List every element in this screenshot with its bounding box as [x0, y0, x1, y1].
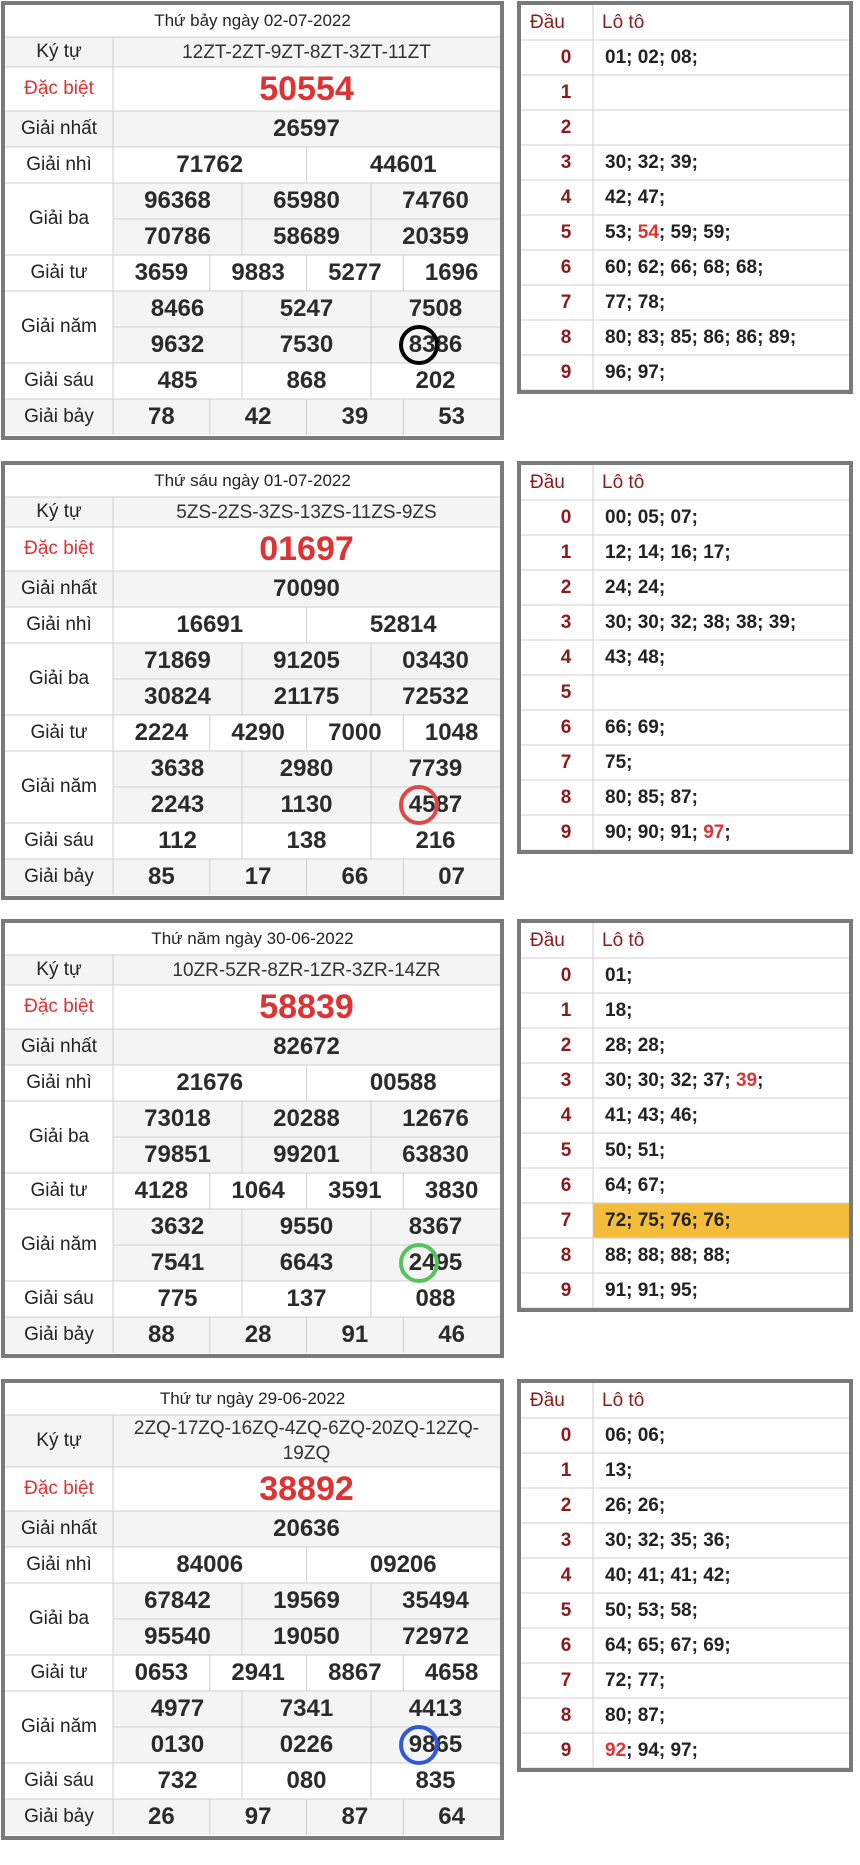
row-label-dac-biet: Đặc biệt — [24, 78, 94, 99]
draw-title: Thứ năm ngày 30-06-2022 — [151, 929, 354, 948]
loto-values — [605, 640, 850, 675]
loto-values — [605, 1098, 850, 1133]
loto-dau-digit: 2 — [560, 576, 572, 598]
seventh-prize-value: 78 — [148, 403, 175, 430]
loto-dau-digit: 9 — [560, 361, 572, 383]
loto-values — [605, 1133, 850, 1168]
second-prize-value: 52814 — [369, 611, 437, 638]
fourth-prize-value: 0653 — [134, 1659, 189, 1686]
row-label-giai-nhat: Giải nhất — [20, 118, 98, 139]
loto-values — [605, 958, 850, 993]
loto-special-number: 92 — [605, 1739, 627, 1761]
loto-values-part: 30; 32; 39; — [605, 151, 698, 173]
first-prize-value: 70090 — [273, 575, 340, 602]
special-prize-value: 38892 — [259, 1469, 354, 1508]
row-label-giai-nhi: Giải nhì — [26, 1554, 92, 1575]
loto-values-part: 30; 32; 35; 36; — [605, 1529, 731, 1551]
loto-values-part: 42; 47; — [605, 186, 666, 208]
row-label-giai-nhat: Giải nhất — [20, 1036, 98, 1057]
row-label-giai-bay: Giải bảy — [24, 406, 94, 427]
loto-dau-digit: 0 — [560, 1424, 572, 1446]
loto-values-part: 28; 28; — [605, 1034, 666, 1056]
loto-values-part: 64; 65; 67; 69; — [605, 1634, 731, 1656]
loto-values — [605, 1273, 850, 1308]
loto-head-loto: Lô tô — [602, 471, 645, 493]
seventh-prize-value: 07 — [438, 863, 465, 890]
fourth-prize-value: 7000 — [328, 719, 382, 746]
fifth-prize-value: 1130 — [280, 791, 333, 818]
loto-values-part: 96; 97; — [605, 361, 666, 383]
loto-dau-digit: 4 — [560, 646, 572, 668]
loto-dau-digit: 2 — [560, 116, 572, 138]
row-label-giai-sau: Giải sáu — [24, 370, 94, 391]
loto-values — [605, 993, 850, 1028]
loto-values — [605, 1733, 850, 1768]
loto-values — [605, 40, 850, 75]
third-prize-value: 19569 — [273, 1587, 340, 1614]
loto-dau-digit: 0 — [560, 506, 572, 528]
loto-special-number: 54 — [637, 221, 659, 243]
seventh-prize-value: 39 — [341, 403, 369, 430]
loto-values-part: 18; — [605, 999, 633, 1021]
loto-head-dau: Đầu — [530, 471, 565, 493]
loto-special-number: 39 — [735, 1069, 758, 1091]
fourth-prize-value: 4128 — [134, 1177, 189, 1204]
third-prize-value: 19050 — [273, 1623, 340, 1650]
sixth-prize-value: 775 — [157, 1285, 198, 1312]
loto-dau-digit: 6 — [560, 256, 572, 278]
seventh-prize-value: 66 — [341, 863, 369, 890]
loto-dau-digit: 3 — [560, 151, 572, 173]
seventh-prize-value: 91 — [341, 1321, 369, 1348]
fourth-prize-value: 3659 — [134, 259, 189, 286]
row-label-giai-bay: Giải bảy — [24, 1806, 94, 1827]
row-label-giai-ba: Giải ba — [28, 1126, 90, 1147]
loto-values-part: ; — [724, 821, 731, 843]
loto-values-part: 50; 53; 58; — [605, 1599, 698, 1621]
loto-values — [605, 500, 850, 535]
first-prize-value: 26597 — [273, 115, 340, 142]
loto-dau-digit: 7 — [560, 751, 572, 773]
loto-dau-digit: 5 — [560, 1599, 572, 1621]
loto-values — [605, 745, 850, 780]
loto-dau-digit: 8 — [560, 786, 572, 808]
loto-values — [605, 1203, 850, 1238]
row-label-giai-sau: Giải sáu — [24, 830, 94, 851]
row-label-ky-tu: Ký tự — [36, 41, 82, 62]
loto-values — [605, 1558, 850, 1593]
loto-values-part: 40; 41; 41; 42; — [605, 1564, 731, 1586]
second-prize-value: 21676 — [176, 1069, 244, 1096]
loto-values — [605, 1663, 850, 1698]
loto-values — [605, 285, 850, 320]
third-prize-value: 79851 — [144, 1141, 211, 1168]
loto-dau-digit: 7 — [560, 1209, 572, 1231]
loto-values — [605, 1028, 850, 1063]
loto-head-dau: Đầu — [530, 929, 565, 951]
loto-values-part: 66; 69; — [605, 716, 666, 738]
loto-values — [605, 710, 850, 745]
sixth-prize-value: 080 — [286, 1767, 327, 1794]
row-label-giai-tu: Giải tư — [30, 722, 88, 743]
loto-values — [605, 1418, 850, 1453]
sixth-prize-value: 868 — [286, 367, 327, 394]
fourth-prize-value: 1064 — [231, 1177, 285, 1204]
sixth-prize-value: 088 — [415, 1285, 456, 1312]
loto-dau-digit: 9 — [560, 821, 572, 843]
loto-head-loto: Lô tô — [602, 1389, 645, 1411]
third-prize-value: 21175 — [273, 683, 340, 710]
loto-values-part: ; 59; 59; — [658, 221, 731, 243]
ky-tu-value: 5ZS-2ZS-3ZS-13ZS-11ZS-9ZS — [176, 501, 437, 523]
third-prize-value: 72972 — [402, 1623, 469, 1650]
ky-tu-value: 12ZT-2ZT-9ZT-8ZT-3ZT-11ZT — [182, 41, 431, 63]
loto-values — [605, 145, 850, 180]
seventh-prize-value: 28 — [244, 1321, 272, 1348]
fifth-prize-value: 7541 — [150, 1249, 205, 1276]
loto-values-part: 01; — [605, 964, 633, 986]
third-prize-value: 71869 — [144, 647, 211, 674]
sixth-prize-value: 216 — [415, 827, 456, 854]
draw-title: Thứ sáu ngày 01-07-2022 — [154, 471, 351, 490]
loto-dau-digit: 7 — [560, 291, 572, 313]
row-label-giai-nhi: Giải nhì — [26, 1072, 92, 1093]
loto-values — [605, 1238, 850, 1273]
row-label-giai-nam: Giải năm — [20, 1234, 98, 1255]
fifth-prize-value: 2980 — [279, 755, 334, 782]
loto-values — [605, 75, 850, 110]
row-label-giai-tu: Giải tư — [30, 1662, 88, 1683]
fourth-prize-value: 4290 — [231, 719, 285, 746]
sixth-prize-value: 202 — [415, 367, 456, 394]
loto-values-part: 90; 90; 91; — [605, 821, 704, 843]
loto-values — [605, 780, 850, 815]
fifth-prize-value: 0130 — [150, 1731, 205, 1758]
loto-dau-digit: 8 — [560, 326, 572, 348]
row-label-giai-ba: Giải ba — [28, 1608, 90, 1629]
loto-values — [605, 1593, 850, 1628]
third-prize-value: 72532 — [402, 683, 469, 710]
draw-title: Thứ tư ngày 29-06-2022 — [159, 1389, 346, 1408]
loto-dau-digit: 9 — [560, 1279, 572, 1301]
seventh-prize-value: 53 — [438, 403, 465, 430]
row-label-giai-nhi: Giải nhì — [26, 614, 92, 635]
third-prize-value: 20359 — [402, 223, 469, 250]
row-label-giai-ba: Giải ba — [28, 208, 90, 229]
seventh-prize-value: 85 — [148, 863, 175, 890]
loto-values — [605, 1168, 850, 1203]
fourth-prize-value: 8867 — [328, 1659, 382, 1686]
fifth-prize-value: 0226 — [279, 1731, 334, 1758]
loto-head-loto: Lô tô — [602, 929, 645, 951]
loto-values-part: 01; 02; 08; — [605, 46, 698, 68]
loto-dau-digit: 3 — [560, 1529, 572, 1551]
seventh-prize-value: 97 — [244, 1803, 272, 1830]
second-prize-value: 44601 — [369, 151, 437, 178]
loto-values-part: 80; 83; 85; 86; 86; 89; — [605, 326, 797, 348]
row-label-giai-nam: Giải năm — [20, 1716, 98, 1737]
fifth-prize-value: 7341 — [279, 1695, 334, 1722]
third-prize-value: 58689 — [273, 223, 340, 250]
loto-dau-digit: 3 — [560, 1069, 572, 1091]
special-prize-value: 58839 — [259, 987, 354, 1026]
loto-values-part: 72; 77; — [605, 1669, 666, 1691]
fifth-prize-value: 5247 — [279, 295, 334, 322]
fifth-prize-value: 8367 — [408, 1213, 463, 1240]
seventh-prize-value: 88 — [148, 1321, 175, 1348]
loto-values — [605, 605, 850, 640]
loto-values-part: 26; 26; — [605, 1494, 666, 1516]
loto-values-part: 00; 05; 07; — [605, 506, 698, 528]
ky-tu-value: 2ZQ-17ZQ-16ZQ-4ZQ-6ZQ-20ZQ-12ZQ-19ZQ — [133, 1418, 480, 1464]
fourth-prize-value: 3591 — [328, 1177, 382, 1204]
loto-head-dau: Đầu — [530, 1389, 565, 1411]
row-label-giai-nhat: Giải nhất — [20, 578, 98, 599]
loto-values — [605, 180, 850, 215]
loto-head-dau: Đầu — [530, 11, 565, 33]
second-prize-value: 84006 — [176, 1551, 244, 1578]
row-label-giai-tu: Giải tư — [30, 1180, 88, 1201]
fifth-prize-value: 7530 — [279, 331, 334, 358]
loto-values-part: 75; — [605, 751, 633, 773]
loto-dau-digit: 9 — [560, 1739, 572, 1761]
loto-values — [605, 1698, 850, 1733]
fourth-prize-value: 2941 — [231, 1659, 285, 1686]
special-prize-value: 01697 — [259, 529, 354, 568]
second-prize-value: 71762 — [176, 151, 244, 178]
third-prize-value: 67842 — [144, 1587, 211, 1614]
third-prize-value: 91205 — [273, 647, 340, 674]
loto-dau-digit: 4 — [560, 186, 572, 208]
row-label-dac-biet: Đặc biệt — [24, 996, 94, 1017]
loto-values — [605, 110, 850, 145]
third-prize-value: 99201 — [273, 1141, 340, 1168]
row-label-giai-nhi: Giải nhì — [26, 154, 92, 175]
loto-dau-digit: 0 — [560, 964, 572, 986]
loto-values-part: 88; 88; 88; 88; — [605, 1244, 731, 1266]
row-label-giai-ba: Giải ba — [28, 668, 90, 689]
loto-values-part: 50; 51; — [605, 1139, 666, 1161]
row-label-giai-bay: Giải bảy — [24, 1324, 94, 1345]
fourth-prize-value: 9883 — [231, 259, 285, 286]
fifth-prize-value: 4587 — [408, 791, 463, 818]
loto-values — [605, 535, 850, 570]
loto-dau-digit: 7 — [560, 1669, 572, 1691]
loto-values-part: 13; — [605, 1459, 633, 1481]
loto-head-loto: Lô tô — [602, 11, 645, 33]
loto-dau-digit: 1 — [560, 541, 572, 563]
sixth-prize-value: 835 — [415, 1767, 456, 1794]
row-label-dac-biet: Đặc biệt — [24, 1478, 94, 1499]
loto-dau-digit: 3 — [560, 611, 572, 633]
row-label-giai-sau: Giải sáu — [24, 1770, 94, 1791]
third-prize-value: 96368 — [144, 187, 211, 214]
fifth-prize-value: 7739 — [408, 755, 463, 782]
row-label-dac-biet: Đặc biệt — [24, 538, 94, 559]
fourth-prize-value: 1048 — [424, 719, 479, 746]
sixth-prize-value: 138 — [286, 827, 327, 854]
loto-values-part: 80; 85; 87; — [605, 786, 698, 808]
loto-dau-digit: 1 — [560, 999, 572, 1021]
loto-dau-digit: 5 — [560, 221, 572, 243]
loto-dau-digit: 6 — [560, 1634, 572, 1656]
loto-values-part: ; 94; 97; — [626, 1739, 698, 1761]
third-prize-value: 70786 — [144, 223, 211, 250]
loto-dau-digit: 2 — [560, 1494, 572, 1516]
seventh-prize-value: 64 — [438, 1803, 465, 1830]
loto-dau-digit: 6 — [560, 716, 572, 738]
row-label-giai-tu: Giải tư — [30, 262, 88, 283]
fifth-prize-value: 2243 — [150, 791, 205, 818]
seventh-prize-value: 42 — [244, 403, 272, 430]
row-label-giai-bay: Giải bảy — [24, 866, 94, 887]
loto-dau-digit: 4 — [560, 1564, 572, 1586]
loto-values — [605, 815, 850, 850]
loto-values-part: 41; 43; 46; — [605, 1104, 698, 1126]
loto-values — [605, 1523, 850, 1558]
loto-values — [605, 1063, 850, 1098]
loto-values-part: 60; 62; 66; 68; 68; — [605, 256, 764, 278]
loto-values — [605, 355, 850, 390]
loto-values-part: ; — [757, 1069, 764, 1091]
loto-values-part: 77; 78; — [605, 291, 666, 313]
sixth-prize-value: 485 — [157, 367, 198, 394]
fourth-prize-value: 1696 — [424, 259, 479, 286]
second-prize-value: 00588 — [369, 1069, 437, 1096]
loto-dau-digit: 5 — [560, 681, 572, 703]
loto-dau-digit: 1 — [560, 81, 572, 103]
fourth-prize-value: 4658 — [424, 1659, 479, 1686]
first-prize-value: 82672 — [273, 1033, 340, 1060]
third-prize-value: 35494 — [402, 1587, 469, 1614]
seventh-prize-value: 46 — [438, 1321, 465, 1348]
fifth-prize-value: 2495 — [408, 1249, 463, 1276]
loto-values — [605, 320, 850, 355]
row-label-ky-tu: Ký tự — [36, 1430, 82, 1451]
loto-dau-digit: 5 — [560, 1139, 572, 1161]
fifth-prize-value: 9550 — [279, 1213, 334, 1240]
fourth-prize-value: 3830 — [424, 1177, 479, 1204]
loto-dau-digit: 8 — [560, 1244, 572, 1266]
fifth-prize-value: 7508 — [408, 295, 463, 322]
loto-values-part: 43; 48; — [605, 646, 666, 668]
third-prize-value: 95540 — [144, 1623, 211, 1650]
seventh-prize-value: 87 — [341, 1803, 369, 1830]
third-prize-value: 63830 — [402, 1141, 469, 1168]
fifth-prize-value: 9865 — [408, 1731, 463, 1758]
loto-dau-digit: 0 — [560, 46, 572, 68]
sixth-prize-value: 112 — [158, 827, 197, 854]
fifth-prize-value: 4977 — [150, 1695, 205, 1722]
loto-values-part: 12; 14; 16; 17; — [605, 541, 731, 563]
draw-title: Thứ bảy ngày 02-07-2022 — [154, 11, 351, 30]
row-label-giai-nhat: Giải nhất — [20, 1518, 98, 1539]
loto-values — [605, 1628, 850, 1663]
seventh-prize-value: 26 — [148, 1803, 175, 1830]
fifth-prize-value: 6643 — [279, 1249, 334, 1276]
loto-values — [605, 1453, 850, 1488]
first-prize-value: 20636 — [273, 1515, 340, 1542]
loto-values-part: 24; 24; — [605, 576, 666, 598]
third-prize-value: 74760 — [402, 187, 469, 214]
sixth-prize-value: 137 — [286, 1285, 327, 1312]
loto-values-part: 80; 87; — [605, 1704, 666, 1726]
row-label-giai-nam: Giải năm — [20, 776, 98, 797]
fifth-prize-value: 8466 — [150, 295, 205, 322]
loto-values-part: 06; 06; — [605, 1424, 666, 1446]
special-prize-value: 50554 — [259, 69, 354, 108]
loto-values — [605, 1488, 850, 1523]
row-label-ky-tu: Ký tự — [36, 501, 82, 522]
loto-values — [605, 215, 850, 250]
fifth-prize-value: 8386 — [408, 331, 463, 358]
third-prize-value: 65980 — [273, 187, 340, 214]
row-label-giai-sau: Giải sáu — [24, 1288, 94, 1309]
seventh-prize-value: 17 — [244, 863, 272, 890]
loto-values-part: 53; — [605, 221, 638, 243]
row-label-giai-nam: Giải năm — [20, 316, 98, 337]
loto-values — [605, 675, 850, 710]
third-prize-value: 20288 — [273, 1105, 340, 1132]
loto-dau-digit: 6 — [560, 1174, 572, 1196]
loto-dau-digit: 4 — [560, 1104, 572, 1126]
fifth-prize-value: 4413 — [408, 1695, 463, 1722]
third-prize-value: 30824 — [144, 683, 211, 710]
loto-special-number: 97 — [703, 821, 725, 843]
loto-values-part: 30; 30; 32; 38; 38; 39; — [605, 611, 797, 633]
ky-tu-value: 10ZR-5ZR-8ZR-1ZR-3ZR-14ZR — [172, 959, 441, 981]
third-prize-value: 03430 — [402, 647, 469, 674]
fifth-prize-value: 3632 — [150, 1213, 205, 1240]
loto-values-part: 64; 67; — [605, 1174, 666, 1196]
fifth-prize-value: 9632 — [150, 331, 205, 358]
third-prize-value: 73018 — [144, 1105, 211, 1132]
loto-values — [605, 250, 850, 285]
fourth-prize-value: 5277 — [328, 259, 382, 286]
loto-values-part: 91; 91; 95; — [605, 1279, 698, 1301]
loto-dau-digit: 2 — [560, 1034, 572, 1056]
second-prize-value: 09206 — [369, 1551, 437, 1578]
loto-dau-digit: 1 — [560, 1459, 572, 1481]
loto-dau-digit: 8 — [560, 1704, 572, 1726]
fourth-prize-value: 2224 — [134, 719, 189, 746]
third-prize-value: 12676 — [402, 1105, 469, 1132]
loto-values — [605, 570, 850, 605]
fifth-prize-value: 3638 — [150, 755, 205, 782]
loto-values-part: 72; 75; 76; 76; — [605, 1209, 731, 1231]
row-label-ky-tu: Ký tự — [36, 959, 82, 980]
second-prize-value: 16691 — [176, 611, 244, 638]
sixth-prize-value: 732 — [157, 1767, 198, 1794]
loto-values-part: 30; 30; 32; 37; — [605, 1069, 736, 1091]
